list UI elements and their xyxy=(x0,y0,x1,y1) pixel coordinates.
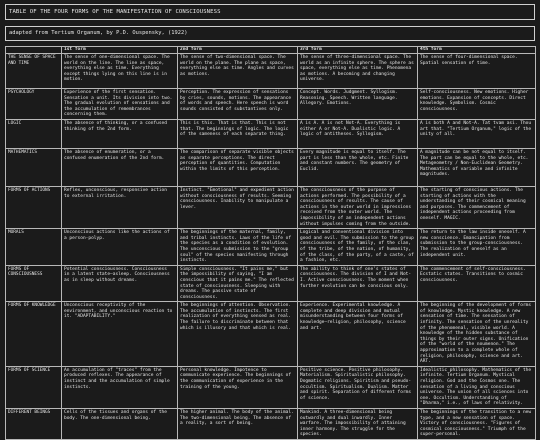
row-label: FORMS OF CONSCIOUSNESS xyxy=(6,265,62,302)
table-cell: The sense of one-dimensional space. The world on the line. The line as space, everything else as time. Everything except things lying on this line is in motion. xyxy=(62,54,178,89)
table-row xyxy=(6,265,536,302)
table-cell: The return to the law inside oneself. A new conscience. Emancipation from submission to the group-consciousness. The realization of oneself as an independent unit. xyxy=(418,229,536,266)
table-cell: Instinct. "Emotional" and expedient action without consciousness of results. Seeming consciousness. Inability to manipulate a lever. xyxy=(178,187,298,229)
table-cell: A is A. A is not Not-A. Everything is either A or Not-A. Dualistic logic. A logic of antitheses. Syllogism. xyxy=(298,120,418,149)
table-cell: The beginnings of the transition to a new type, and a new sensation of space. Victory of consciousness. "Figures of cosmical consciousness." Triumph of the super-personal. xyxy=(418,408,536,439)
table-cell: Experience of the first sensation. Sensation a unit. Its division into two. The gradual evolution of sensations and the accumulation of remembrances concerning them. xyxy=(62,89,178,120)
table-cell: Potential consciousness. Consciousness in a latent state—asleep. Consciousness as in sleep without dreams. xyxy=(62,265,178,302)
table-cell: The absence of enumeration, or a confused enumeration of the 2nd form. xyxy=(62,149,178,187)
row-label: PSYCHOLOGY xyxy=(6,89,62,120)
table-cell: The beginnings of the maternal, family, and tribal instincts. Laws of the life of the species as a condition of evolution. The unconscious submission to the "group soul" of the species manifesting through instincts. xyxy=(178,229,298,266)
table-cell: Self-consciousness. New emotions. Higher emotions. Expansion of concepts. Direct knowledge. Symbolism. Cosmic consciousness. xyxy=(418,89,536,120)
table-row xyxy=(6,120,536,149)
table-title: TABLE OF THE FOUR FORMS OF THE MANIFESTATION OF CONSCIOUSNESS xyxy=(5,4,535,20)
row-label: FORMS OF ACTIONS xyxy=(6,187,62,229)
table-cell: The beginning of the development of forms of knowledge. Mystic knowledge. A new sensation of time. The sensation of infinity. The sensation of the unreality of the phenomenal, visible world. A knowledge of the hidden substance of things by their outer signs. Unification of the "world of the noumenon." The approximation to a complete whole of religion, philosophy, science and art. ART. xyxy=(418,302,536,367)
table-row xyxy=(6,187,536,229)
row-label: THE SENSE OF SPACE AND TIME xyxy=(6,54,62,89)
table-cell: Simple consciousness. "It pains me," but the impossibility of saying, "I am conscious that it pains me." The reflected state of consciousness. Sleeping with dreams. The passive state of consciousness. xyxy=(178,265,298,302)
table-cell: Logical and conventional division into good and evil. The submission to the group consciousness of the family, of the clan, of the tribe, of the nation, of humanity, of the class, of the party, of a caste, of a fashion, etc. xyxy=(298,229,418,266)
attribution-line: adapted from Tertium Organum, by P.D. Ouspensky, (1922) xyxy=(5,26,535,41)
column-header: 3rd form xyxy=(298,47,418,54)
table-row xyxy=(6,229,536,266)
table-cell: The sense of two-dimensional space. The world on the plane. The plane as space, everything else as time. Angles and curves as motions. xyxy=(178,54,298,89)
table-cell: An accumulation of "traces" from the produced reflexes. The appearance of instinct and the accumulation of simple instincts. xyxy=(62,366,178,408)
table-cell: Positive science. Positive philosophy. Materialism. Spiritualistic philosophy. Dogmatic religions. Spiritism and pseudo-occultism. Spiritualism. Dualism. Matter and spirit. Separation of different forms of science. xyxy=(298,366,418,408)
table-cell: Concept. Words. Judgment. Syllogism. Reasoning. Speech. Written language. Allegory. Emotions. xyxy=(298,89,418,120)
row-label: FORMS OF KNOWLEDGE xyxy=(6,302,62,367)
table-row xyxy=(6,302,536,367)
consciousness-table xyxy=(5,46,536,440)
table-cell: The starting of conscious actions. The starting of actions with the understanding of their cosmical meaning and purposes. The commencement of independent actions proceeding from oneself. MAGIC. xyxy=(418,187,536,229)
column-header: 1st form xyxy=(62,47,178,54)
row-label: MORALS xyxy=(6,229,62,266)
row-label: MATHEMATICS xyxy=(6,149,62,187)
table-cell: The beginnings of attention. Observation. The accumulation of instincts. The first realization of everything sensed as real. The failure to discriminate between that which is illusory and that which is real. xyxy=(178,302,298,367)
table-cell: A is both A and Not-A. Tat tvam asi. Thou art that. "Tertium Organum," logic of the unity of all. xyxy=(418,120,536,149)
table-cell: This is this. That is that. This is not that. The beginnings of logic. The logic of the sameness of each separate thing. xyxy=(178,120,298,149)
table-row xyxy=(6,149,536,187)
table-cell: The ability to think of one's states of consciousness. The division of I and Not-I. Active consciousness. The moment when further evolution can be conscious only. xyxy=(298,265,418,302)
table-cell: The consciousness of the purpose of actions performed. The possibility of a consciousness of results. The cause of actions in the outer world in impressions received from the outer world. The impossibility of an independent actions without impulses coming from the outside. xyxy=(298,187,418,229)
column-header: 2nd form xyxy=(178,47,298,54)
table-cell: Experience. Experimental knowledge. A complete and deep division and mutual misunderstanding between four forms of knowledge—religion, philosophy, science and art. xyxy=(298,302,418,367)
table-header-row xyxy=(6,47,536,54)
table-row xyxy=(6,54,536,89)
table-cell: Unconscious receptivity of the environment, and unconscious reaction to it. "ADAPTABILITY." xyxy=(62,302,178,367)
table-row xyxy=(6,408,536,439)
table-cell: Personal knowledge. Impotence to communicate experience. The beginnings of the communication of experience in the training of the young. xyxy=(178,366,298,408)
table-cell: Reflex, unconscious, responsive action to external irritation. xyxy=(62,187,178,229)
table-cell: The sense of four-dimensional space. Spatial sensation of time. xyxy=(418,54,536,89)
table-cell: Mankind. A three-dimensional being outwardly and dual inwardly. Inner warfare. The impossibility of attaining inner harmony. The struggle for the species. xyxy=(298,408,418,439)
column-header xyxy=(6,47,62,54)
table-cell: Cells of the tissues and organs of the body. The one-dimensional being. xyxy=(62,408,178,439)
table-cell: The absence of thinking, or a confused thinking of the 2nd form. xyxy=(62,120,178,149)
column-header: 4th form xyxy=(418,47,536,54)
table-cell: The sense of three-dimensional space. The world as an infinite sphere. The sphere as space, everything else as time. Phenomena as motions. A becoming and changing universe. xyxy=(298,54,418,89)
table-cell: Unconscious actions like the actions of a person-polyp. xyxy=(62,229,178,266)
row-label: DIFFERENT BEINGS xyxy=(6,408,62,439)
row-label: FORMS OF SCIENCE xyxy=(6,366,62,408)
table-cell: A magnitude can be not equal to itself. The part can be equal to the whole, etc. Metageometry / Non-Euclidean Geometry. Mathematics of variable and infinite magnitudes. xyxy=(418,149,536,187)
table-cell: The comparison of separate visible objects as separate perceptions. The direct perception of quantities. Computation within the limits of this perception. xyxy=(178,149,298,187)
table-row xyxy=(6,89,536,120)
table-cell: Idealistic philosophy. Mathematics of the infinite. Tertium Organum. Mystical religion. God and the Cosmos one. The sensation of a living and conscious universe. The union of all sciences into one. Occultism. Understanding of "Dharma," i.e., of laws of relativity. xyxy=(418,366,536,408)
table-cell: The commencement of self-consciousness. Ecstatic states. Transitions to cosmic consciousness. xyxy=(418,265,536,302)
table-cell: Perception. The expression of sensations by cries, sounds, motions. The appearance of words and speech. Here speech is word sounds consisted of substantives only. xyxy=(178,89,298,120)
table-cell: Every magnitude is equal to itself. The part is less than the whole, etc. Finite and constant numbers. The geometry of Euclid. xyxy=(298,149,418,187)
table-row xyxy=(6,366,536,408)
table-cell: The higher animal. The body of the animal. The two-dimensional being. The absence of a reality, a sort of being. xyxy=(178,408,298,439)
row-label: LOGIC xyxy=(6,120,62,149)
